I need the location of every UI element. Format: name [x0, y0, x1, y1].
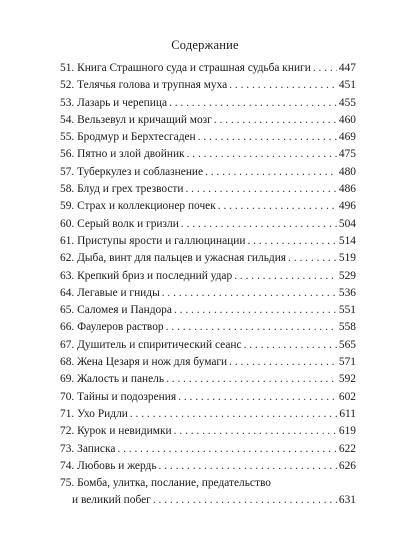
toc-entry-page: 536: [338, 286, 356, 299]
toc-entry-number: 54.: [60, 113, 75, 126]
toc-leader-dots: [178, 389, 337, 406]
toc-entry: [60, 77, 356, 94]
toc-leader-dots: [198, 129, 337, 146]
toc-entry-page: 571: [338, 356, 356, 369]
toc-entry-title: [60, 458, 157, 475]
toc-entry-label: Дыба, винт для пальцев и ужасная гильдия: [77, 252, 287, 265]
toc-leader-dots: [162, 285, 337, 302]
toc-entry-label: Телячья голова и трупная муха: [77, 79, 228, 92]
toc-leader-dots: [166, 371, 337, 388]
toc-leader-dots: [288, 250, 337, 267]
toc-entry: [60, 441, 356, 458]
toc-entry-label: Блуд и грех трезвости: [77, 183, 184, 196]
toc-entry: [60, 268, 356, 285]
toc-entry-title: [60, 406, 128, 423]
toc-entry-title: [60, 441, 115, 458]
toc-leader-dots: [185, 181, 336, 198]
toc-entry-title: [60, 285, 160, 302]
toc-leader-dots: [130, 406, 337, 423]
toc-leader-dots: [229, 77, 337, 94]
toc-entry-number: 57.: [60, 165, 75, 178]
toc-leader-dots: [244, 337, 337, 354]
table-of-contents: [60, 60, 356, 510]
toc-entry-label: Жена Цезаря и нож для бумаги: [77, 356, 228, 369]
toc-entry-title: [60, 198, 216, 215]
toc-entry: [60, 302, 356, 319]
toc-entry-page: 496: [338, 200, 356, 213]
toc-entry-page: 602: [338, 390, 356, 403]
toc-entry: [60, 129, 356, 146]
toc-entry-page: 480: [338, 165, 356, 178]
toc-entry-number: 68.: [60, 356, 75, 369]
toc-entry: [60, 406, 356, 423]
toc-entry-label: Курок и невидимки: [77, 425, 172, 438]
toc-entry-title: [60, 95, 167, 112]
toc-entry-label: Книга Страшного суда и страшная судьба книги: [77, 62, 311, 74]
toc-entry-title: [60, 146, 185, 163]
toc-entry-label: Саломея и Пандора: [77, 304, 172, 317]
toc-entry-label: Тайны и подозрения: [77, 390, 177, 403]
toc-entry-number: 51.: [60, 62, 75, 74]
toc-entry-page: 529: [338, 269, 356, 282]
toc-entry-label: Лазарь и черепица: [77, 96, 168, 109]
toc-entry-number: 63.: [60, 269, 75, 282]
toc-entry-label: Вельзевул и кричащий мозг: [77, 113, 212, 126]
toc-entry-label: Ухо Ридли: [77, 407, 128, 420]
toc-entry-number: 66.: [60, 321, 75, 334]
toc-entry-number: 55.: [60, 131, 75, 144]
toc-entry-title: [60, 77, 227, 94]
toc-entry-number: 71.: [60, 407, 75, 420]
toc-entry-page: 475: [338, 148, 356, 161]
toc-entry-label: Серый волк и гризли: [77, 217, 179, 230]
toc-entry-number: 56.: [60, 148, 75, 161]
toc-entry: [60, 354, 356, 371]
toc-entry-number: 53.: [60, 96, 75, 109]
toc-entry: [60, 181, 356, 198]
toc-leader-dots: [169, 95, 337, 112]
toc-entry-page: 460: [338, 113, 356, 126]
toc-entry-title: [60, 302, 172, 319]
toc-leader-dots: [234, 268, 337, 285]
toc-entry-label: Жалость и панель: [77, 373, 165, 386]
toc-entry-number: 62.: [60, 252, 75, 265]
toc-entry-title: [60, 423, 172, 440]
toc-entry-label: Бомба, улитка, послание, предательство: [77, 477, 271, 490]
toc-entry-number: 52.: [60, 79, 75, 92]
toc-entry-title: [60, 112, 212, 129]
toc-entry-label: Крепкий бриз и последний удар: [77, 269, 233, 282]
toc-entry-label: Легавые и гниды: [77, 286, 160, 299]
toc-leader-dots: [205, 164, 337, 181]
toc-entry-page: 611: [339, 407, 356, 420]
toc-entry-number: 72.: [60, 425, 75, 438]
toc-entry-label: Фаулеров раствор: [77, 321, 164, 334]
toc-entry-number: 67.: [60, 338, 75, 351]
toc-entry: [60, 233, 356, 250]
toc-leader-dots: [153, 492, 337, 509]
toc-entry: [60, 95, 356, 112]
toc-entry: [60, 216, 356, 233]
toc-entry-page: 619: [338, 425, 356, 438]
toc-leader-dots: [214, 112, 337, 129]
toc-entry-number: 64.: [60, 286, 75, 299]
toc-entry: [60, 319, 356, 336]
toc-entry: [60, 146, 356, 163]
toc-entry: [60, 198, 356, 215]
toc-entry-page: 514: [338, 234, 356, 247]
toc-entry-number: 61.: [60, 234, 75, 247]
toc-entry-page: 455: [338, 96, 356, 109]
toc-entry-title: [60, 60, 311, 77]
toc-entry-title: [60, 354, 227, 371]
toc-entry-label: Душитель и спиритический сеанс: [77, 338, 242, 351]
toc-entry-label: Приступы ярости и галлюцинации: [77, 234, 246, 247]
toc-entry-title: [60, 337, 242, 354]
toc-entry-page: 626: [338, 459, 356, 472]
toc-entry-number: 59.: [60, 200, 75, 213]
toc-entry-title: [60, 250, 286, 267]
toc-entry-page: 592: [338, 373, 356, 386]
toc-entry-title: [60, 233, 245, 250]
toc-entry: [60, 423, 356, 440]
toc-leader-dots: [174, 302, 337, 319]
toc-entry-title: [60, 216, 179, 233]
toc-entry-label: Любовь и жердь: [77, 459, 157, 472]
toc-entry-label: Бродмур и Берхтесгаден: [77, 131, 196, 144]
toc-entry-page: 565: [338, 338, 356, 351]
toc-leader-dots: [174, 423, 337, 440]
toc-entry-number: 58.: [60, 183, 75, 196]
toc-entry: [60, 60, 356, 77]
toc-entry: [60, 337, 356, 354]
toc-leader-dots: [181, 216, 337, 233]
toc-entry: [60, 475, 356, 510]
toc-entry-page: 451: [338, 79, 356, 92]
toc-entry-number: 69.: [60, 373, 75, 386]
toc-entry-title: [60, 319, 164, 336]
toc-entry: [60, 250, 356, 267]
toc-leader-dots: [117, 441, 337, 458]
toc-entry-page: 622: [338, 442, 356, 455]
toc-entry-page: 447: [338, 62, 356, 74]
toc-leader-dots: [247, 233, 336, 250]
toc-leader-dots: [159, 458, 337, 475]
toc-entry-title: [60, 181, 183, 198]
toc-entry: [60, 112, 356, 129]
toc-leader-dots: [166, 319, 337, 336]
toc-entry-number: 65.: [60, 304, 75, 317]
toc-entry-title: [60, 129, 196, 146]
toc-entry-label: Туберкулез и соблазнение: [77, 165, 204, 178]
toc-entry-label: Записка: [77, 442, 116, 455]
toc-leader-dots: [187, 146, 337, 163]
toc-entry-number: 75.: [60, 477, 75, 490]
toc-leader-dots: [313, 60, 337, 77]
toc-leader-dots: [229, 354, 337, 371]
toc-entry-page: 558: [338, 321, 356, 334]
toc-entry-number: 70.: [60, 390, 75, 403]
toc-entry: [60, 458, 356, 475]
toc-entry-page: 519: [338, 252, 356, 265]
toc-entry-number: 73.: [60, 442, 75, 455]
toc-entry-number: 74.: [60, 459, 75, 472]
toc-entry: [60, 389, 356, 406]
toc-entry-title: [60, 371, 164, 388]
toc-entry-page: 469: [338, 131, 356, 144]
toc-entry-title: [60, 164, 203, 181]
toc-entry-page: 504: [338, 217, 356, 230]
toc-leader-dots: [218, 198, 337, 215]
toc-entry-title: [60, 477, 271, 489]
toc-entry-page: 551: [338, 304, 356, 317]
toc-entry-label: Пятно и злой двойник: [77, 148, 185, 161]
toc-entry: [60, 371, 356, 388]
toc-entry-title: [60, 389, 176, 406]
toc-entry-number: 60.: [60, 217, 75, 230]
toc-entry: [60, 285, 356, 302]
toc-entry-page: 486: [338, 183, 356, 196]
toc-entry-page: 631: [338, 494, 356, 507]
toc-entry: [60, 164, 356, 181]
toc-entry-title: [60, 268, 232, 285]
toc-entry-label-continued: и великий побег: [72, 494, 151, 507]
toc-entry-label: Страх и коллекционер почек: [77, 200, 216, 213]
page-title: Содержание: [171, 38, 239, 52]
